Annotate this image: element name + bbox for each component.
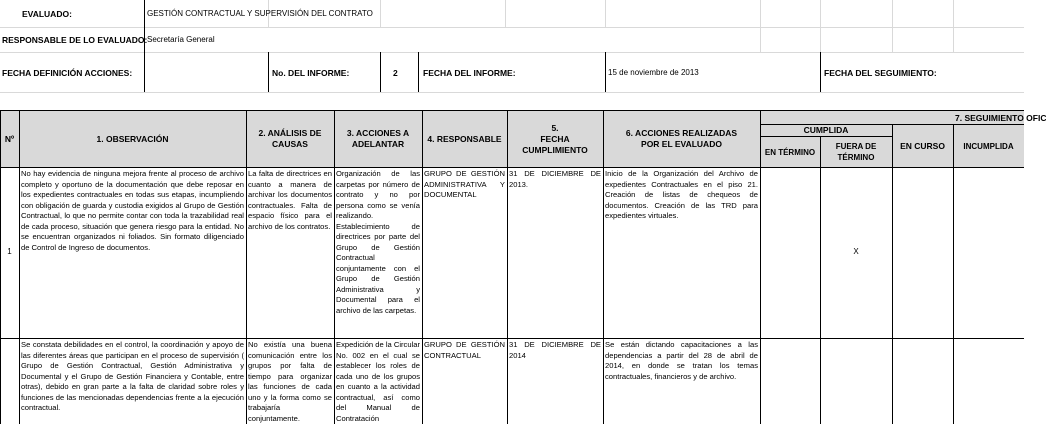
row-number: 1 (7, 247, 12, 256)
evaluado-value: GESTIÓN CONTRACTUAL Y SUPERVISIÓN DEL CONTRATO (147, 9, 373, 18)
acciones-cell: Organización de las carpetas por número de contrato y no por persona como se venía realizando. Establecimiento de directrices por parte del Grupo de Gestión Contractual conjuntamente con el Grupo de Gestión Administrativa y Documental para el archivo de las carpetas. (336, 169, 420, 315)
col-header-fecha-num: 5. (551, 122, 559, 133)
col-header-en-curso: EN CURSO (900, 140, 945, 151)
col-header-acciones: 3. ACCIONES A ADELANTAR (346, 128, 410, 149)
col-header-analisis: 2. ANÁLISIS DE CAUSAS (258, 128, 322, 149)
col-header-en-termino: EN TÉRMINO (764, 147, 816, 157)
col-header-cumplida: CUMPLIDA (803, 125, 849, 135)
responsable-cell: GRUPO DE GESTIÓN CONTRACTUAL (424, 340, 505, 360)
fecha-informe-label: FECHA DEL INFORME: (423, 68, 516, 78)
col-header-seguimiento: 7. SEGUIMIENTO OFIC (955, 113, 1046, 123)
col-header-responsable: 4. RESPONSABLE (427, 133, 502, 144)
col-header-fecha (507, 111, 603, 167)
responsable-cell: GRUPO DE GESTIÓN ADMINISTRATIVA Y DOCUMENTAL (424, 169, 505, 199)
analisis-cell: No existía una buena comunicación entre los grupos por falta de tiempo para organizar las funciones de cada uno y la forma como se trabajaría conjuntamente. (248, 340, 332, 423)
informe-no-label: No. DEL INFORME: (272, 68, 350, 78)
realizadas-cell: Inicio de la Organización del Archivo de expedientes Contractuales en el piso 21. Creación de listas de chequeos de documentos. Creación de las TRD para expedientes virtuales. (605, 169, 758, 220)
fecha-informe-value: 15 de noviembre de 2013 (608, 68, 699, 77)
col-header-no: Nº (4, 133, 15, 144)
col-header-fecha-label: FECHA CUMPLIMIENTO (522, 133, 588, 155)
fecha-cell: 31 DE DICIEMBRE DE 2013. (509, 169, 601, 189)
observacion-cell: Se constata debilidades en el control, la coordinación y apoyo de las diferentes áreas que participan en el proceso de supervisión ( Grupo de Gestión Contractual, Gestión Administrativa y Documental y el Grupo de Gestión Financiera y Contable, entre otras), debido en gran parte a la falta de claridad sobre roles y funciones de las mencionadas dependencias frente a la ejecución contractual. (21, 340, 244, 412)
col-header-incumplida: INCUMPLIDA (963, 141, 1014, 151)
fuera-termino-mark: X (853, 247, 859, 256)
col-header-observacion: 1. OBSERVACIÓN (96, 133, 169, 144)
evaluado-label: EVALUADO: (22, 9, 72, 19)
col-header-realizadas: 6. ACCIONES REALIZADAS POR EL EVALUADO (625, 128, 738, 149)
fecha-seguimiento-label: FECHA DEL SEGUIMIENTO: (824, 68, 937, 78)
responsable-value: Secretaría General (147, 35, 215, 44)
informe-no-value: 2 (393, 68, 398, 78)
responsable-label: RESPONSABLE DE LO EVALUADO: (2, 35, 148, 45)
analisis-cell: La falta de directrices en cuanto a manera de archivar los documentos contractuales. Falta de espacio físico para el archivo de los contratos. (248, 169, 332, 231)
acciones-cell: Expedición de la Circular No. 002 en el cual se establecer los roles de cada uno de los grupos en cuanto a la actividad contractual, así como del Manual de Contratación (336, 340, 420, 423)
fecha-cell: 31 DE DICIEMBRE DE 2014 (509, 340, 601, 360)
observacion-cell: No hay evidencia de ninguna mejora frente al proceso de archivo completo y oportuno de la documentación que debe reposar en los expedientes contractuales en todas sus etapas, incumpliendo con obligación de guarda y custodia exigidos al Grupo de Gestión Contractual, lo que no permite contar con toda la trazabilidad real de cada proceso, situación que genera riesgo para la entidad. No se encuentran organizados ni foliados. Sin formato diligenciado de Control de Ingreso de documentos. (21, 169, 244, 252)
col-header-fuera-termino: FUERA DE TÉRMINO (835, 142, 877, 162)
fecha-definicion-label: FECHA DEFINICIÓN ACCIONES: (2, 68, 133, 78)
realizadas-cell: Se están dictando capacitaciones a las dependencias a partir del 28 de abril de 2014, en donde se tratan los temas contractuales, financieros y de archivo. (605, 340, 758, 381)
